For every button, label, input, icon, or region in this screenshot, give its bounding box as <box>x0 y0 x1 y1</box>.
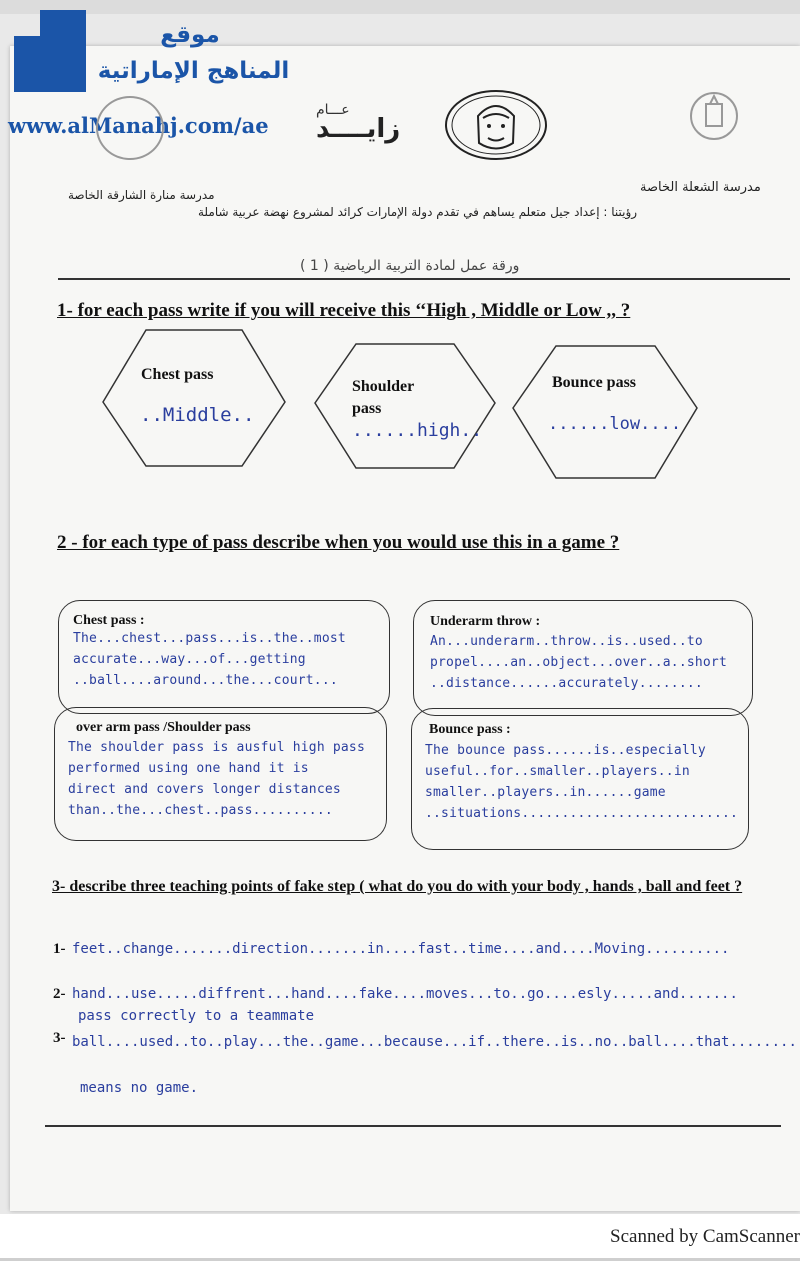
hexagon-answer-shoulder: ......high.. <box>352 420 483 441</box>
answer-line: pass correctly to a teammate <box>78 1008 315 1024</box>
site-url-link[interactable]: www.alManahj.com/ae <box>8 113 269 138</box>
scanner-watermark: Scanned by CamScanner <box>610 1226 800 1247</box>
box-line: The...chest...pass...is..the..most <box>73 631 346 646</box>
hexagon-label-shoulder: Shoulder pass <box>352 378 414 417</box>
box-title-chest: Chest pass : <box>73 613 145 628</box>
box-line: direct and covers longer distances <box>68 782 341 797</box>
question-3: 3- describe three teaching points of fake step ( what do you do with your body , hands , ball and feet ? <box>52 878 743 895</box>
logo-block-icon <box>60 56 86 92</box>
box-line: The shoulder pass is ausful high pass <box>68 740 365 755</box>
box-line: ..distance......accurately........ <box>430 676 703 691</box>
box-title-bounce: Bounce pass : <box>429 722 511 737</box>
school-name-left: مدرسة منارة الشارقة الخاصة <box>68 188 215 202</box>
box-title-overarm: over arm pass /Shoulder pass <box>76 720 251 735</box>
hexagon-answer-chest: ..Middle.. <box>140 404 255 426</box>
question-2: 2 - for each type of pass describe when you would use this in a game ? <box>57 532 620 553</box>
zayed-year-label: عـــام <box>316 102 350 118</box>
box-line: accurate...way...of...getting <box>73 652 306 667</box>
hexagon-answer-bounce: ......low.... <box>548 414 682 434</box>
school-name-right: مدرسة الشعلة الخاصة <box>640 180 761 195</box>
portrait-icon <box>443 88 549 162</box>
answer-line: hand...use.....diffrent...hand....fake....moves...to..go....esly.....and....... <box>72 986 738 1002</box>
box-line: performed using one hand it is <box>68 761 309 776</box>
box-line: The bounce pass......is..especially <box>425 743 706 758</box>
footer-divider <box>0 1258 800 1261</box>
school-emblem-icon <box>688 90 740 142</box>
item-number-1: 1- <box>53 941 66 957</box>
logo-title-line2: المناهج الإماراتية <box>97 58 290 84</box>
item-number-3: 3- <box>53 1030 66 1046</box>
answer-line: feet..change.......direction.......in....fast..time....and....Moving.......... <box>72 941 730 957</box>
bottom-divider <box>45 1125 781 1127</box>
header-divider <box>58 278 790 280</box>
item-number-2: 2- <box>53 986 66 1002</box>
box-title-underarm: Underarm throw : <box>430 614 541 629</box>
logo-block-icon <box>14 36 60 92</box>
stamp-emblem-icon <box>96 96 164 160</box>
box-line: than..the...chest..pass.......... <box>68 803 333 818</box>
vision-statement: رؤيتنا : إعداد جيل متعلم يساهم في تقدم دولة الإمارات كرائد لمشروع نهضة عربية شاملة <box>198 205 638 219</box>
box-line: ..situations........................... <box>425 806 739 821</box>
question-1: 1- for each pass write if you will receive this ‘‘High , Middle or Low ,, ? <box>57 300 631 321</box>
box-line: smaller..players..in......game <box>425 785 666 800</box>
hexagon-label-bounce: Bounce pass <box>552 374 637 391</box>
hexagon-label-chest: Chest pass <box>141 366 214 383</box>
top-bar <box>0 0 800 14</box>
worksheet-title: ورقة عمل لمادة التربية الرياضية ( 1 ) <box>300 258 520 274</box>
box-line: useful..for..smaller..players..in <box>425 764 690 779</box>
answer-line: means no game. <box>80 1080 199 1096</box>
box-line: An...underarm..throw..is..used..to <box>430 634 703 649</box>
box-line: ..ball....around...the...court... <box>73 673 338 688</box>
zayed-label: زايــــد <box>316 114 401 144</box>
logo-title-line1: موقع <box>160 22 220 48</box>
answer-line: ball....used..to..play...the..game...because...if..there..is..no..ball....that........ <box>72 1034 797 1050</box>
box-line: propel....an..object...over..a..short <box>430 655 727 670</box>
